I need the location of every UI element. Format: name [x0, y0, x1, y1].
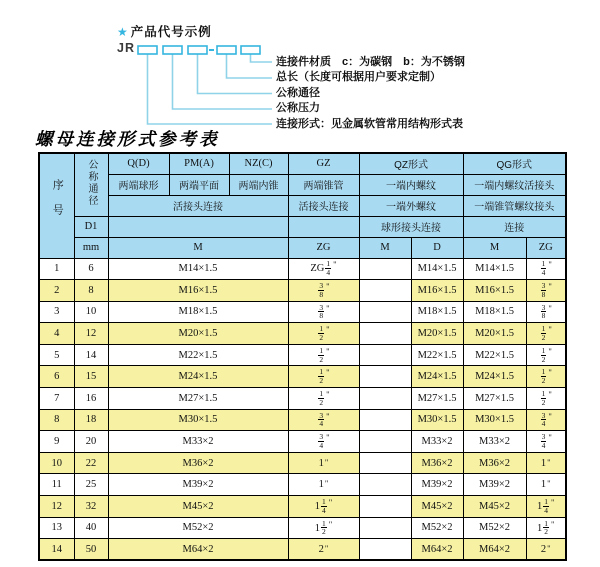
- cell-qz-d: M14×1.5: [411, 258, 463, 280]
- table-row: [39, 474, 566, 496]
- table-row: [39, 258, 566, 280]
- header-qz-d: D: [411, 237, 463, 258]
- table-body: [39, 258, 566, 560]
- table-row: [39, 496, 566, 518]
- cell-qz-m: [359, 517, 411, 539]
- header-gz-desc: 两端锥管: [288, 174, 359, 195]
- cell-qg-zg: 1 $\frac{1}{2}$ ": [526, 517, 566, 539]
- fraction: $\frac{3}{8}$: [319, 281, 324, 299]
- cell-m: M22×1.5: [108, 344, 288, 366]
- cell-m: M27×1.5: [108, 388, 288, 410]
- cell-qz-d: M22×1.5: [411, 344, 463, 366]
- code-box: [188, 46, 207, 54]
- code-box: [163, 46, 182, 54]
- cell-no: 5: [39, 344, 74, 366]
- code-label: 连接形式：见金属软管常用结构形式表: [276, 117, 463, 130]
- cell-qz-d: M27×1.5: [411, 388, 463, 410]
- cell-qg-m: M64×2: [463, 539, 526, 561]
- cell-no: 8: [39, 409, 74, 431]
- cell-qz-d: M16×1.5: [411, 280, 463, 302]
- connector-line: [227, 54, 273, 78]
- cell-zg: [288, 344, 359, 366]
- cell-qg-m: M20×1.5: [463, 323, 526, 345]
- cell-qg-m: M24×1.5: [463, 366, 526, 388]
- cell-no: 6: [39, 366, 74, 388]
- inch-mark: ": [324, 456, 329, 467]
- cell-m: M64×2: [108, 539, 288, 561]
- inch-mark: ": [548, 432, 552, 443]
- cell-zg: 1": [288, 474, 359, 496]
- cell-qz-d: M30×1.5: [411, 409, 463, 431]
- inch-mark: ": [326, 410, 330, 421]
- cell-dn: 40: [74, 517, 108, 539]
- header-mm: mm: [74, 237, 108, 258]
- header-qg-zg: ZG: [526, 237, 566, 258]
- header-nz-desc: 两端内锥: [229, 174, 288, 195]
- cell-qg-zg: [526, 280, 566, 302]
- fraction: $\frac{1}{4}$: [322, 496, 326, 515]
- cell-zg: [288, 301, 359, 323]
- cell-qg-m: M30×1.5: [463, 409, 526, 431]
- fraction: $\frac{1}{2}$: [319, 324, 324, 343]
- cell-dn: 20: [74, 431, 108, 453]
- inch-mark: ": [547, 478, 551, 489]
- inch-mark: ": [548, 302, 552, 313]
- cell-qg-zg: [526, 388, 566, 410]
- cell-zg: [288, 323, 359, 345]
- header-qg-desc2: 一端锥管螺纹接头: [463, 195, 566, 216]
- cell-dn: 22: [74, 452, 108, 474]
- header-qz-m: M: [359, 237, 411, 258]
- code-label: 连接件材质 c：为碳钢 b：为不锈钢: [276, 56, 465, 68]
- cell-no: 3: [39, 301, 74, 323]
- cell-qz-m: [359, 431, 411, 453]
- cell-qz-d: M64×2: [411, 539, 463, 561]
- cell-m: M20×1.5: [108, 323, 288, 345]
- cell-qz-d: M20×1.5: [411, 323, 463, 345]
- cell-qz-m: [359, 280, 411, 302]
- nut-connection-reference-table: [38, 152, 567, 561]
- cell-m: M39×2: [108, 474, 288, 496]
- cell-dn: 15: [74, 366, 108, 388]
- cell-qg-m: M45×2: [463, 496, 526, 518]
- connector-line: [198, 54, 273, 94]
- cell-m: M36×2: [108, 452, 288, 474]
- fraction: $\frac{1}{2}$: [319, 388, 324, 407]
- cell-qg-zg: 1": [526, 474, 566, 496]
- cell-qz-d: M24×1.5: [411, 366, 463, 388]
- cell-no: 2: [39, 280, 74, 302]
- table-row: [39, 388, 566, 410]
- cell-qz-m: [359, 301, 411, 323]
- cell-qz-d: M39×2: [411, 474, 463, 496]
- cell-dn: 8: [74, 280, 108, 302]
- cell-no: 7: [39, 388, 74, 410]
- header-q: Q(D): [108, 153, 169, 174]
- inch-mark: ": [547, 456, 551, 467]
- cell-m: M18×1.5: [108, 301, 288, 323]
- product-code-heading-text: 产品代号示例: [130, 25, 212, 39]
- inch-mark: ": [548, 324, 552, 335]
- cell-dn: 32: [74, 496, 108, 518]
- header-pm-desc: 两端平面: [169, 174, 229, 195]
- fraction: $\frac{1}{4}$: [326, 259, 331, 278]
- cell-zg: [288, 366, 359, 388]
- header-empty: [108, 216, 288, 237]
- cell-m: M16×1.5: [108, 280, 288, 302]
- cell-no: 13: [39, 517, 74, 539]
- table-row: [39, 280, 566, 302]
- table-row: [39, 539, 566, 561]
- cell-qg-m: M22×1.5: [463, 344, 526, 366]
- table-title: 螺母连接形式参考表: [35, 129, 220, 149]
- inch-mark: ": [548, 281, 552, 292]
- fraction: $\frac{1}{2}$: [544, 518, 549, 537]
- fraction: $\frac{3}{8}$: [541, 281, 546, 299]
- fraction: $\frac{1}{2}$: [541, 388, 546, 407]
- cell-no: 10: [39, 452, 74, 474]
- cell-no: 1: [39, 258, 74, 280]
- header-pm: PM(A): [169, 153, 229, 174]
- table-row: [39, 452, 566, 474]
- cell-zg: [288, 388, 359, 410]
- cell-qg-zg: [526, 323, 566, 345]
- header-union-conn: 活接头连接: [108, 195, 288, 216]
- cell-dn: 10: [74, 301, 108, 323]
- cell-qz-m: [359, 388, 411, 410]
- inch-mark: ": [326, 302, 330, 313]
- cell-dn: 18: [74, 409, 108, 431]
- header-qz-desc2: 一端外螺纹: [359, 195, 463, 216]
- cell-qg-zg: [526, 409, 566, 431]
- inch-mark: ": [333, 259, 337, 270]
- fraction: $\frac{3}{4}$: [319, 410, 324, 429]
- header-qz-conn: 球形接头连接: [359, 216, 463, 237]
- connector-line: [148, 54, 273, 124]
- inch-mark: ": [326, 388, 330, 399]
- fraction: $\frac{1}{2}$: [541, 367, 546, 386]
- fraction: $\frac{1}{4}$: [544, 496, 549, 515]
- table-row: [39, 344, 566, 366]
- cell-dn: 12: [74, 323, 108, 345]
- cell-zg: 1 $\frac{1}{2}$ ": [288, 517, 359, 539]
- cell-qg-zg: [526, 301, 566, 323]
- table-header: [39, 153, 566, 258]
- inch-mark: ": [328, 518, 333, 529]
- cell-no: 9: [39, 431, 74, 453]
- cell-qz-m: [359, 323, 411, 345]
- cell-zg: [288, 409, 359, 431]
- cell-qz-m: [359, 344, 411, 366]
- inch-mark: ": [324, 542, 329, 553]
- fraction: $\frac{1}{4}$: [541, 259, 546, 278]
- cell-zg: 1 $\frac{1}{4}$ ": [288, 496, 359, 518]
- cell-qg-zg: [526, 258, 566, 280]
- cell-qg-m: M36×2: [463, 452, 526, 474]
- header-seq: 序号: [39, 153, 74, 258]
- inch-mark: ": [548, 388, 552, 399]
- cell-m: M14×1.5: [108, 258, 288, 280]
- code-label: 公称通径: [276, 86, 320, 99]
- inch-mark: ": [551, 496, 555, 507]
- cell-zg: ZG $\frac{1}{4}$ ": [288, 258, 359, 280]
- cell-qg-zg: [526, 344, 566, 366]
- fraction: $\frac{3}{4}$: [319, 432, 324, 451]
- cell-m: M52×2: [108, 517, 288, 539]
- fraction: $\frac{1}{2}$: [319, 367, 324, 386]
- fraction: $\frac{3}{8}$: [541, 302, 546, 321]
- table-row: [39, 431, 566, 453]
- table-row: [39, 301, 566, 323]
- code-box: [241, 46, 260, 54]
- fraction: $\frac{3}{4}$: [541, 410, 546, 429]
- inch-mark: ": [326, 345, 330, 356]
- code-labels: [276, 55, 465, 132]
- fraction: $\frac{1}{2}$: [319, 345, 324, 364]
- cell-qz-m: [359, 409, 411, 431]
- header-empty: [288, 216, 359, 237]
- cell-no: 11: [39, 474, 74, 496]
- cell-dn: 50: [74, 539, 108, 561]
- header-d1: D1: [74, 216, 108, 237]
- header-gz-conn: 活接头连接: [288, 195, 359, 216]
- cell-m: M33×2: [108, 431, 288, 453]
- cell-zg: [288, 431, 359, 453]
- cell-qz-d: M33×2: [411, 431, 463, 453]
- cell-dn: 14: [74, 344, 108, 366]
- inch-mark: ": [326, 324, 330, 335]
- inch-mark: ": [326, 367, 330, 378]
- cell-qg-m: M18×1.5: [463, 301, 526, 323]
- cell-no: 12: [39, 496, 74, 518]
- fraction: $\frac{1}{2}$: [322, 518, 326, 537]
- inch-mark: ": [328, 496, 333, 507]
- cell-qg-zg: [526, 366, 566, 388]
- code-box: [217, 46, 236, 54]
- cell-qz-m: [359, 474, 411, 496]
- cell-zg: 2": [288, 539, 359, 561]
- inch-mark: ": [547, 542, 551, 553]
- cell-dn: 16: [74, 388, 108, 410]
- cell-qg-zg: 1": [526, 452, 566, 474]
- header-qg: QG形式: [463, 153, 566, 174]
- cell-qg-m: M14×1.5: [463, 258, 526, 280]
- cell-qz-m: [359, 366, 411, 388]
- cell-qg-m: M16×1.5: [463, 280, 526, 302]
- inch-mark: ": [326, 432, 330, 443]
- cell-m: M45×2: [108, 496, 288, 518]
- inch-mark: ": [548, 367, 552, 378]
- cell-qg-zg: 1 $\frac{1}{4}$ ": [526, 496, 566, 518]
- cell-qg-m: M52×2: [463, 517, 526, 539]
- cell-qz-m: [359, 539, 411, 561]
- inch-mark: ": [548, 345, 552, 356]
- table-row: [39, 409, 566, 431]
- cell-dn: 25: [74, 474, 108, 496]
- cell-qg-zg: [526, 431, 566, 453]
- header-qg-conn: 连接: [463, 216, 566, 237]
- product-code-prefix: JR: [117, 41, 135, 55]
- connector-line: [251, 54, 273, 62]
- inch-mark: ": [548, 410, 552, 421]
- star-icon: ★: [117, 25, 129, 39]
- cell-dn: 6: [74, 258, 108, 280]
- code-box: [138, 46, 157, 54]
- header-qg-m: M: [463, 237, 526, 258]
- header-dn: 公称通径: [74, 153, 108, 216]
- header-q-desc: 两端球形: [108, 174, 169, 195]
- inch-mark: ": [551, 518, 555, 529]
- code-label: 公称压力: [276, 102, 320, 115]
- cell-m: M24×1.5: [108, 366, 288, 388]
- cell-qz-d: M52×2: [411, 517, 463, 539]
- fraction: $\frac{1}{2}$: [541, 324, 546, 343]
- cell-qg-m: M39×2: [463, 474, 526, 496]
- cell-no: 14: [39, 539, 74, 561]
- cell-qg-m: M27×1.5: [463, 388, 526, 410]
- fraction: $\frac{3}{4}$: [541, 432, 546, 451]
- cell-qg-m: M33×2: [463, 431, 526, 453]
- inch-mark: ": [548, 259, 552, 270]
- code-label: 总长（长度可根据用户要求定制）: [276, 71, 441, 84]
- header-qz-desc1: 一端内螺纹: [359, 174, 463, 195]
- table-row: [39, 517, 566, 539]
- header-nz: NZ(C): [229, 153, 288, 174]
- inch-mark: ": [324, 478, 329, 489]
- header-qg-desc1: 一端内螺纹活接头: [463, 174, 566, 195]
- cell-qz-d: M18×1.5: [411, 301, 463, 323]
- header-m: M: [108, 237, 288, 258]
- cell-qz-m: [359, 452, 411, 474]
- header-zg: ZG: [288, 237, 359, 258]
- cell-qz-m: [359, 258, 411, 280]
- cell-m: M30×1.5: [108, 409, 288, 431]
- cell-zg: 1": [288, 452, 359, 474]
- cell-zg: [288, 280, 359, 302]
- table-row: [39, 323, 566, 345]
- header-qz: QZ形式: [359, 153, 463, 174]
- inch-mark: ": [326, 281, 330, 292]
- fraction: $\frac{1}{2}$: [541, 345, 546, 364]
- header-gz: GZ: [288, 153, 359, 174]
- cell-no: 4: [39, 323, 74, 345]
- fraction: $\frac{3}{8}$: [319, 302, 324, 321]
- table-row: [39, 366, 566, 388]
- cell-qz-d: M36×2: [411, 452, 463, 474]
- cell-qz-m: [359, 496, 411, 518]
- cell-qg-zg: 2": [526, 539, 566, 561]
- cell-qz-d: M45×2: [411, 496, 463, 518]
